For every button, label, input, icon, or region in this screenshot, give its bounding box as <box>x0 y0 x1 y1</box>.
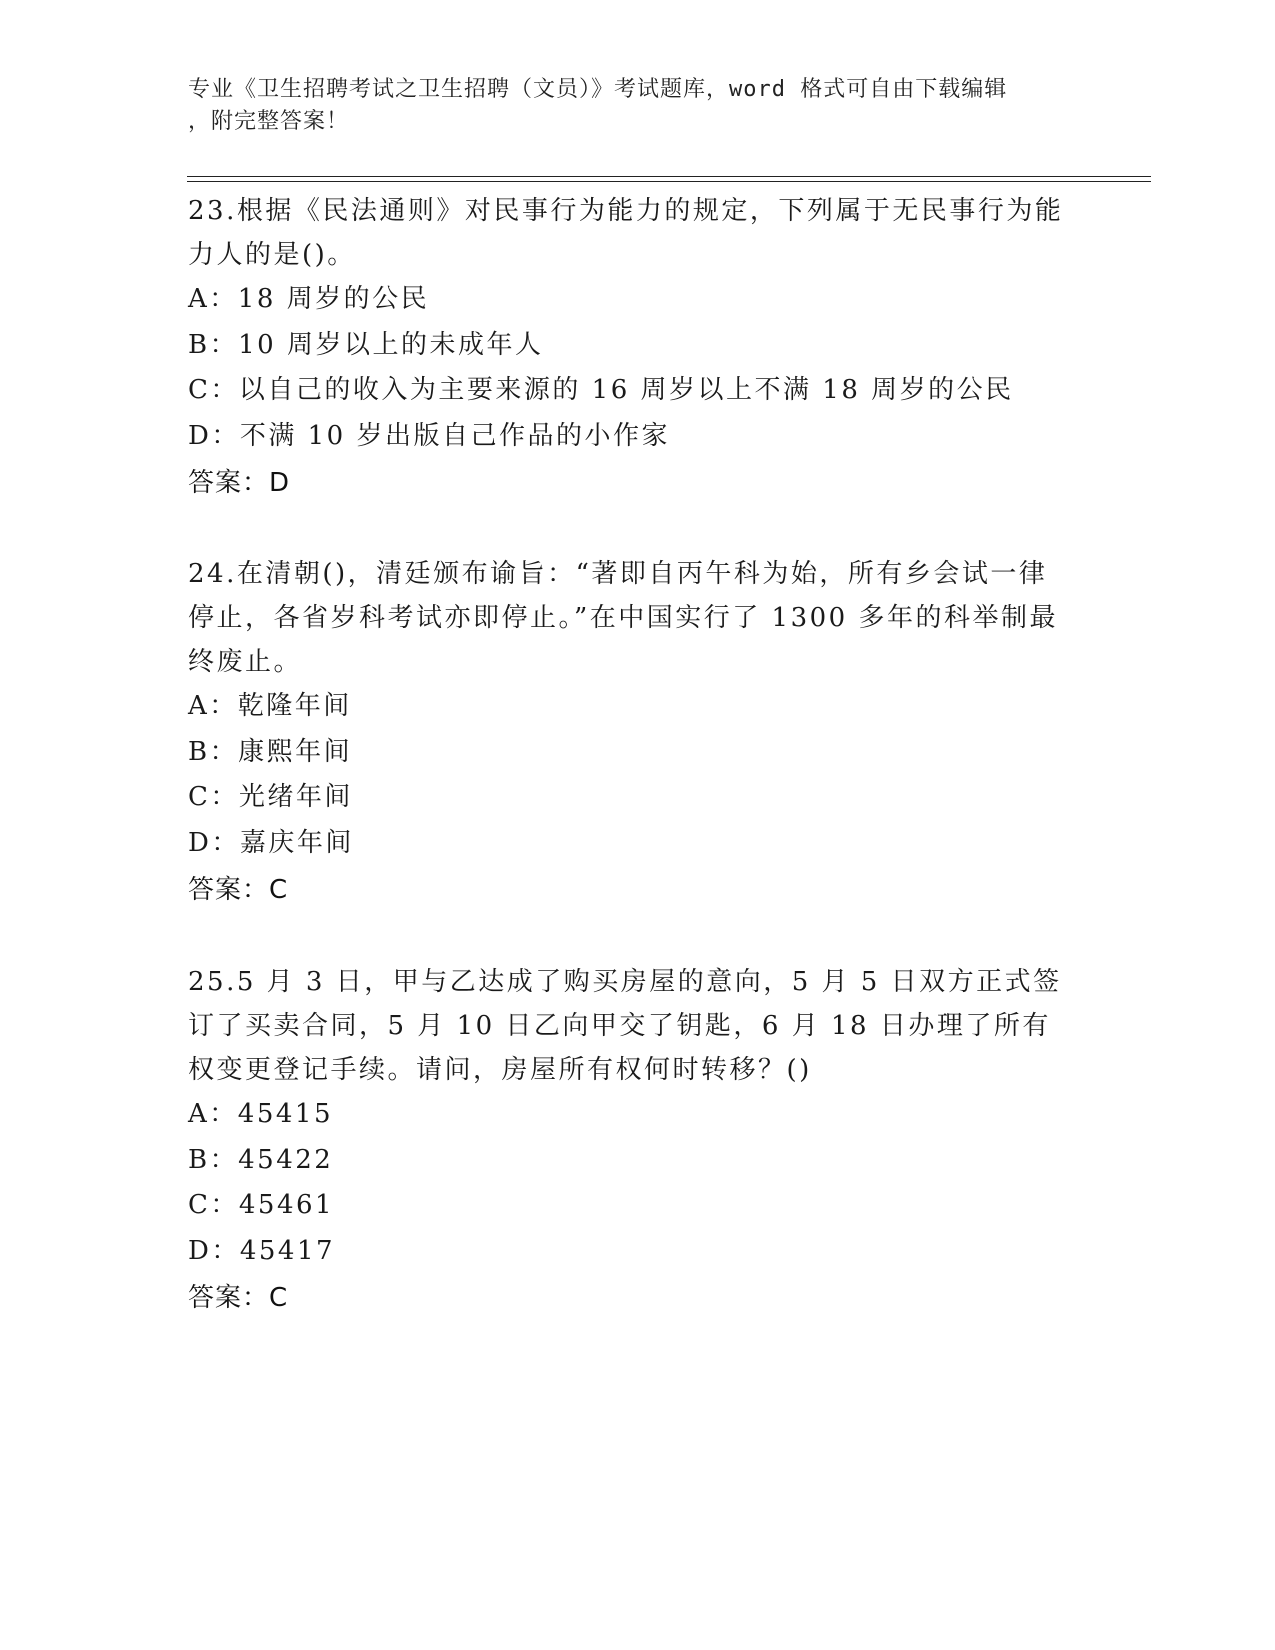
option-d: D：嘉庆年间 <box>188 827 354 858</box>
question-stem: 25.5 月 3 日，甲与乙达成了购买房屋的意向，5 月 5 日双方正式签订了买卖合同，5 月 10 日乙向甲交了钥匙，6 月 18 日办理了所有权变更登记手续。请问，房屋所有权何时转移？() <box>188 967 1062 1085</box>
option-c: C：45461 <box>188 1190 335 1220</box>
header-line-1: 专业《卫生招聘考试之卫生招聘（文员）》考试题库，word 格式可自由下载编辑 <box>188 77 1008 102</box>
document-header <box>188 74 1068 138</box>
option-b: B：45422 <box>188 1144 334 1175</box>
header-divider-top <box>187 176 1151 177</box>
option-c: C：光绪年间 <box>188 782 353 812</box>
option-a: A：乾隆年间 <box>188 691 352 721</box>
answer: 答案：C <box>188 1283 289 1313</box>
option-c: C：以自己的收入为主要来源的 16 周岁以上不满 18 周岁的公民 <box>188 375 1014 405</box>
option-b: B：10 周岁以上的未成年人 <box>188 329 544 360</box>
header-line-2: ，附完整答案！ <box>188 109 350 134</box>
question-23 <box>188 189 1068 506</box>
option-d: D：45417 <box>188 1235 336 1266</box>
option-a: A：45415 <box>188 1099 333 1129</box>
question-stem: 23.根据《民法通则》对民事行为能力的规定，下列属于无民事行为能力人的是()。 <box>188 196 1064 270</box>
option-d: D：不满 10 岁出版自己作品的小作家 <box>188 420 670 451</box>
question-stem: 24.在清朝()，清廷颁布谕旨：“著即自丙午科为始，所有乡会试一律停止，各省岁科考试亦即停止。”在中国实行了 1300 多年的科举制最终废止。 <box>188 559 1058 677</box>
option-b: B：康熙年间 <box>188 736 353 767</box>
answer: 答案：C <box>188 875 289 905</box>
option-a: A：18 周岁的公民 <box>188 284 430 314</box>
question-24 <box>188 552 1068 913</box>
header-divider-bottom <box>187 181 1151 182</box>
question-25 <box>188 960 1068 1321</box>
answer: 答案：D <box>188 468 291 498</box>
